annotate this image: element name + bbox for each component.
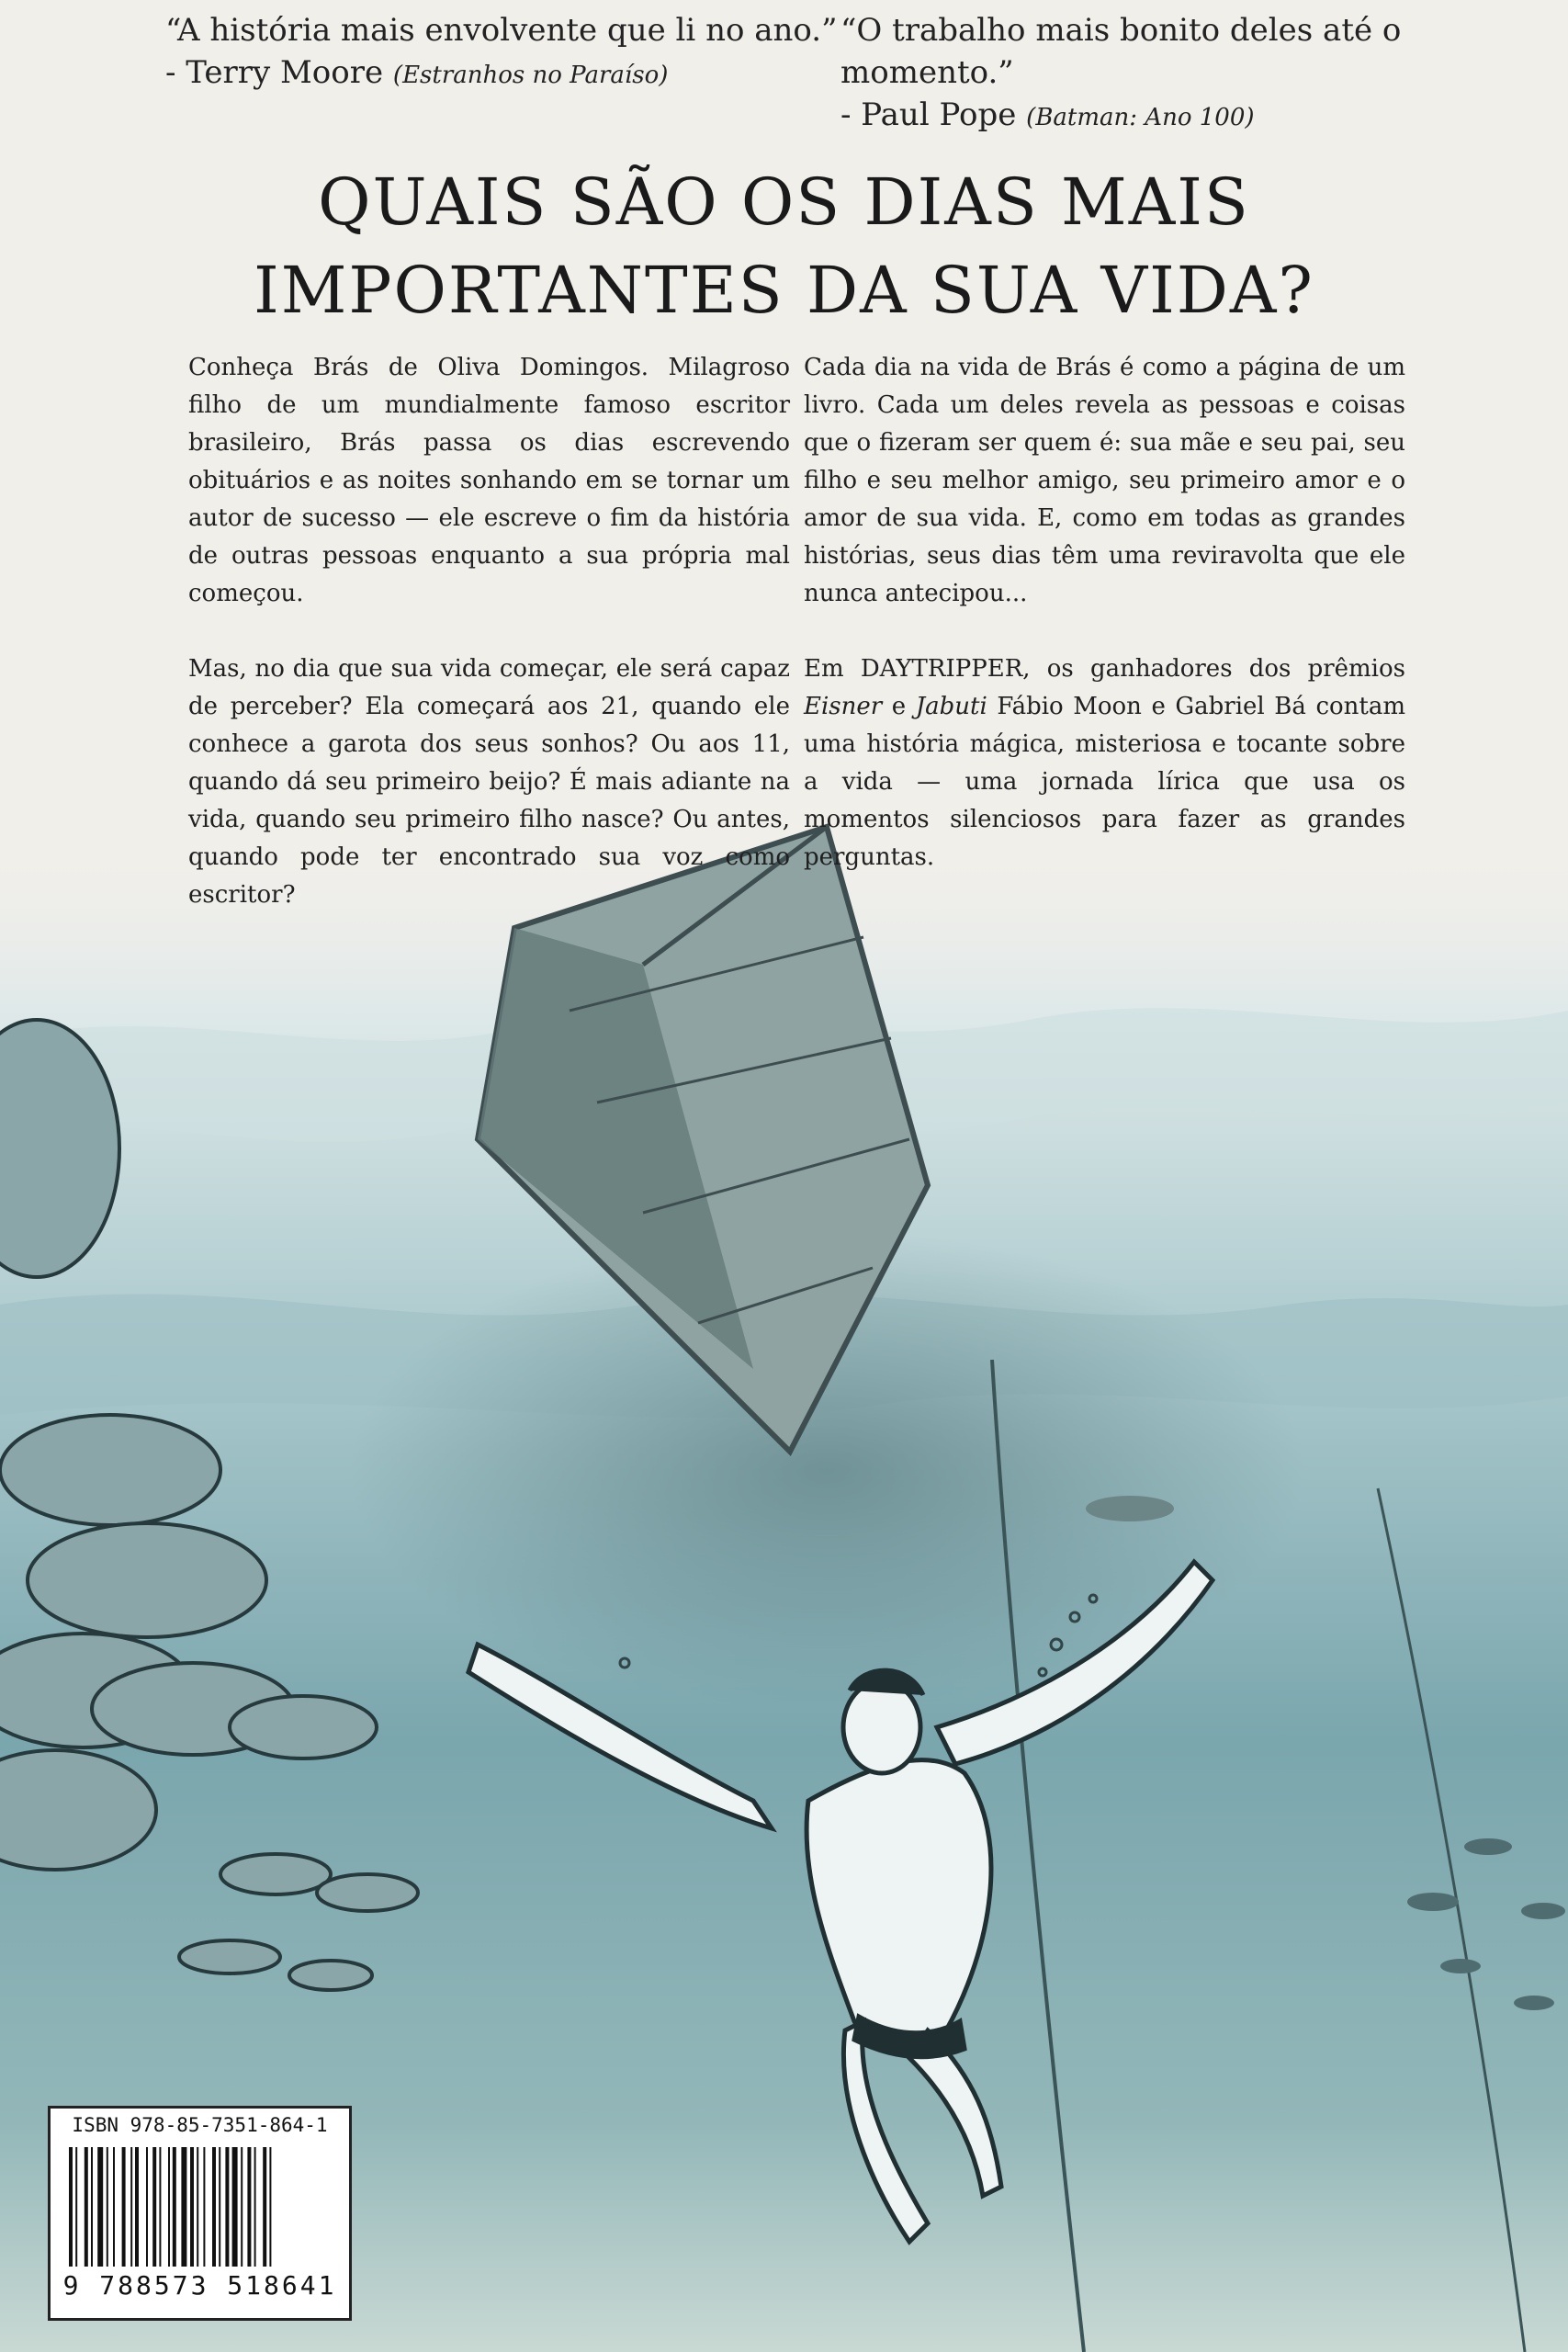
synopsis-right-column (804, 349, 1405, 914)
barcode-bar (232, 2147, 238, 2267)
quote-text: “A história mais envolvente que li no ano.” (165, 12, 838, 49)
small-boat (1086, 1496, 1174, 1521)
synopsis-left-column (188, 349, 790, 952)
barcode-bar (168, 2147, 170, 2267)
synopsis-paragraph-awards (804, 650, 1405, 876)
headline (0, 158, 1568, 334)
barcode-bar (135, 2147, 139, 2267)
synopsis-paragraph: Conheça Brás de Oliva Domingos. Milagroso filho de um mundialmente famoso escritor brasileiro, Brás passa os dias escrevendo obituários e as noites sonhando em se tornar um autor de sucesso — ele escreve o fim da história de outras pessoas enquanto a sua própria mal começou. (188, 354, 790, 607)
awards-prefix: Em DAYTRIPPER, os ganhadores dos prêmios (804, 655, 1405, 683)
barcode-bar (113, 2147, 115, 2267)
quote-text: “O trabalho mais bonito deles até o momento.” (840, 12, 1402, 91)
quote-work: (Batman: Ano 100) (1026, 104, 1255, 131)
barcode-bar (181, 2147, 186, 2267)
barcode-bar (91, 2147, 93, 2267)
barcode-bar (247, 2147, 251, 2267)
quote-author: - Paul Pope (840, 96, 1017, 133)
barcode-bar (263, 2147, 266, 2267)
quote-work: (Estranhos no Paraíso) (392, 62, 669, 89)
quote-author: - Terry Moore (165, 54, 384, 91)
barcode-bar (212, 2147, 216, 2267)
barcode-bar (130, 2147, 132, 2267)
isbn-barcode (48, 2106, 352, 2321)
headline-line: IMPORTANTES DA SUA VIDA? (254, 253, 1314, 328)
award-jabuti: Jabuti (915, 693, 987, 720)
barcode-bar (122, 2147, 126, 2267)
barcode-bar (75, 2147, 77, 2267)
barcode-bar (159, 2147, 161, 2267)
barcode-bar (85, 2147, 88, 2267)
awards-conj: e (891, 693, 907, 720)
quote-attribution (840, 94, 1568, 139)
quote-attribution (165, 51, 838, 96)
barcode-bar (146, 2147, 148, 2267)
barcode-bar (225, 2147, 229, 2267)
barcode-bar (190, 2147, 194, 2267)
headline-line: QUAIS SÃO OS DIAS MAIS (318, 164, 1250, 240)
barcode-bar (241, 2147, 243, 2267)
synopsis-paragraph: Cada dia na vida de Brás é como a página de um livro. Cada um deles revela as pessoas e coisas que o fizeram ser quem é: sua mãe e seu pai, seu filho e seu melhor amigo, seu primeiro amor e o amor de sua vida. E, como em todas as grandes histórias, seus dias têm uma reviravolta que ele nunca antecipou... (804, 354, 1405, 607)
barcode-bar (269, 2147, 271, 2267)
barcode-bar (69, 2147, 73, 2267)
award-eisner: Eisner (804, 693, 883, 720)
ean-digits: 9 788573 518641 (62, 2270, 337, 2301)
barcode-bar (254, 2147, 256, 2267)
barcode-bar (152, 2147, 156, 2267)
barcode-bar (173, 2147, 176, 2267)
barcode-bar (203, 2147, 205, 2267)
isbn-label: ISBN 978-85-7351-864-1 (72, 2114, 328, 2136)
awards-suffix: Fábio Moon e Gabriel Bá contam uma história mágica, misteriosa e tocante sobre a vida — uma jornada lírica que usa os momentos silenciosos para fazer as grandes perguntas. (804, 693, 1406, 871)
review-quote-terry-moore (165, 9, 838, 96)
review-quote-paul-pope (840, 9, 1568, 139)
synopsis-paragraph: Mas, no dia que sua vida começar, ele será capaz de perceber? Ela começará aos 21, quando ele conhece a garota dos seus sonhos? Ou aos 11, quando dá seu primeiro beijo? É mais adiante na vida, quando seu primeiro filho nasce? Ou antes, quando pode ter encontrado sua voz como escritor? (188, 655, 790, 909)
barcode-bar (197, 2147, 198, 2267)
barcode-bar (97, 2147, 103, 2267)
barcode-bar (107, 2147, 108, 2267)
barcode-bar (219, 2147, 220, 2267)
barcode-bars (67, 2147, 333, 2267)
